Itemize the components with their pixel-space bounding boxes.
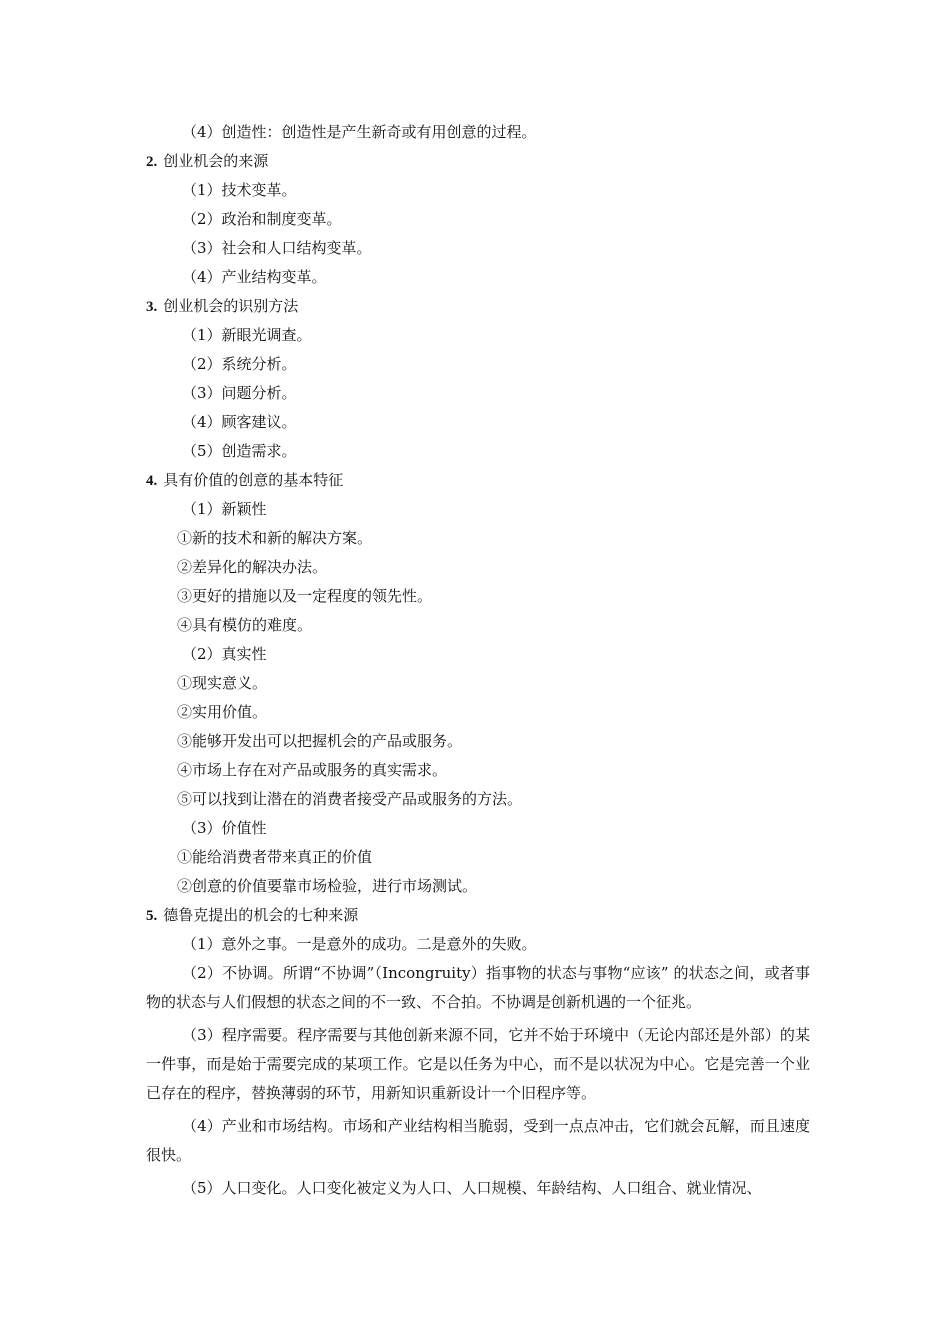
- sub-item: ②创意的价值要靠市场检验，进行市场测试。: [177, 877, 478, 895]
- sub-item: ①新的技术和新的解决方案。: [177, 529, 373, 547]
- list-item: （1）技术变革。: [182, 181, 297, 199]
- section-number: 2.: [146, 154, 158, 170]
- body-paragraph: （3）程序需要。程序需要与其他创新来源不同，它并不始于环境中（无论内部还是外部）的某一件事，而是始于需要完成的某项工作。它是以任务为中心，而不是以状况为中心。它是完善一个业已存在的程序，替换薄弱的环节，用新知识重新设计一个旧程序等。: [146, 1026, 810, 1102]
- sub-item: ③能够开发出可以把握机会的产品或服务。: [177, 732, 463, 750]
- list-item: （2）政治和制度变革。: [182, 210, 342, 228]
- section-number: 3.: [146, 299, 158, 315]
- section-heading: [146, 147, 810, 176]
- section-number: 5.: [146, 908, 158, 924]
- sub-item: ④具有模仿的难度。: [177, 616, 313, 634]
- sub-item: ①能给消费者带来真正的价值: [177, 848, 373, 866]
- list-item: （4）产业结构变革。: [182, 268, 327, 286]
- body-paragraph: （2）不协调。所谓“不协调”（Incongruity）指事物的状态与事物“应该” 的状态之间，或者事物的状态与人们假想的状态之间的不一致、不合拍。不协调是创新机遇的一个征兆。: [146, 964, 810, 1011]
- sub-item: ⑤可以找到让潜在的消费者接受产品或服务的方法。: [177, 790, 523, 808]
- list-item: （3）问题分析。: [182, 384, 297, 402]
- list-item: （1）新眼光调查。: [182, 326, 312, 344]
- list-item: （3）社会和人口结构变革。: [182, 239, 372, 257]
- body-paragraph: （5）人口变化。人口变化被定义为人口、人口规模、年龄结构、人口组合、就业情况、: [182, 1179, 762, 1197]
- document-body: [146, 118, 810, 1203]
- body-paragraph: （4）产业和市场结构。市场和产业结构相当脆弱，受到一点点冲击，它们就会瓦解，而且速度很快。: [146, 1117, 810, 1164]
- sub-item: ①现实意义。: [177, 674, 268, 692]
- list-item: （2）真实性: [182, 645, 267, 663]
- list-item: （1）意外之事。一是意外的成功。二是意外的失败。: [182, 935, 537, 953]
- sub-item: ③更好的措施以及一定程度的领先性。: [177, 587, 433, 605]
- list-item: （3）价值性: [182, 819, 267, 837]
- list-item: （4）创造性：创造性是产生新奇或有用创意的过程。: [182, 123, 537, 141]
- sub-item: ④市场上存在对产品或服务的真实需求。: [177, 761, 448, 779]
- list-item: （1）新颖性: [182, 500, 267, 518]
- sub-item: ②实用价值。: [177, 703, 268, 721]
- section-heading: [146, 292, 810, 321]
- section-title: 德鲁克提出的机会的七种来源: [163, 906, 359, 924]
- list-item: （4）顾客建议。: [182, 413, 297, 431]
- section-title: 创业机会的识别方法: [163, 297, 299, 315]
- section-number: 4.: [146, 473, 158, 489]
- section-title: 具有价值的创意的基本特征: [163, 471, 344, 489]
- section-heading: [146, 901, 810, 930]
- section-title: 创业机会的来源: [163, 152, 269, 170]
- list-item: （2）系统分析。: [182, 355, 297, 373]
- section-heading: [146, 466, 810, 495]
- sub-item: ②差异化的解决办法。: [177, 558, 328, 576]
- list-item: （5）创造需求。: [182, 442, 297, 460]
